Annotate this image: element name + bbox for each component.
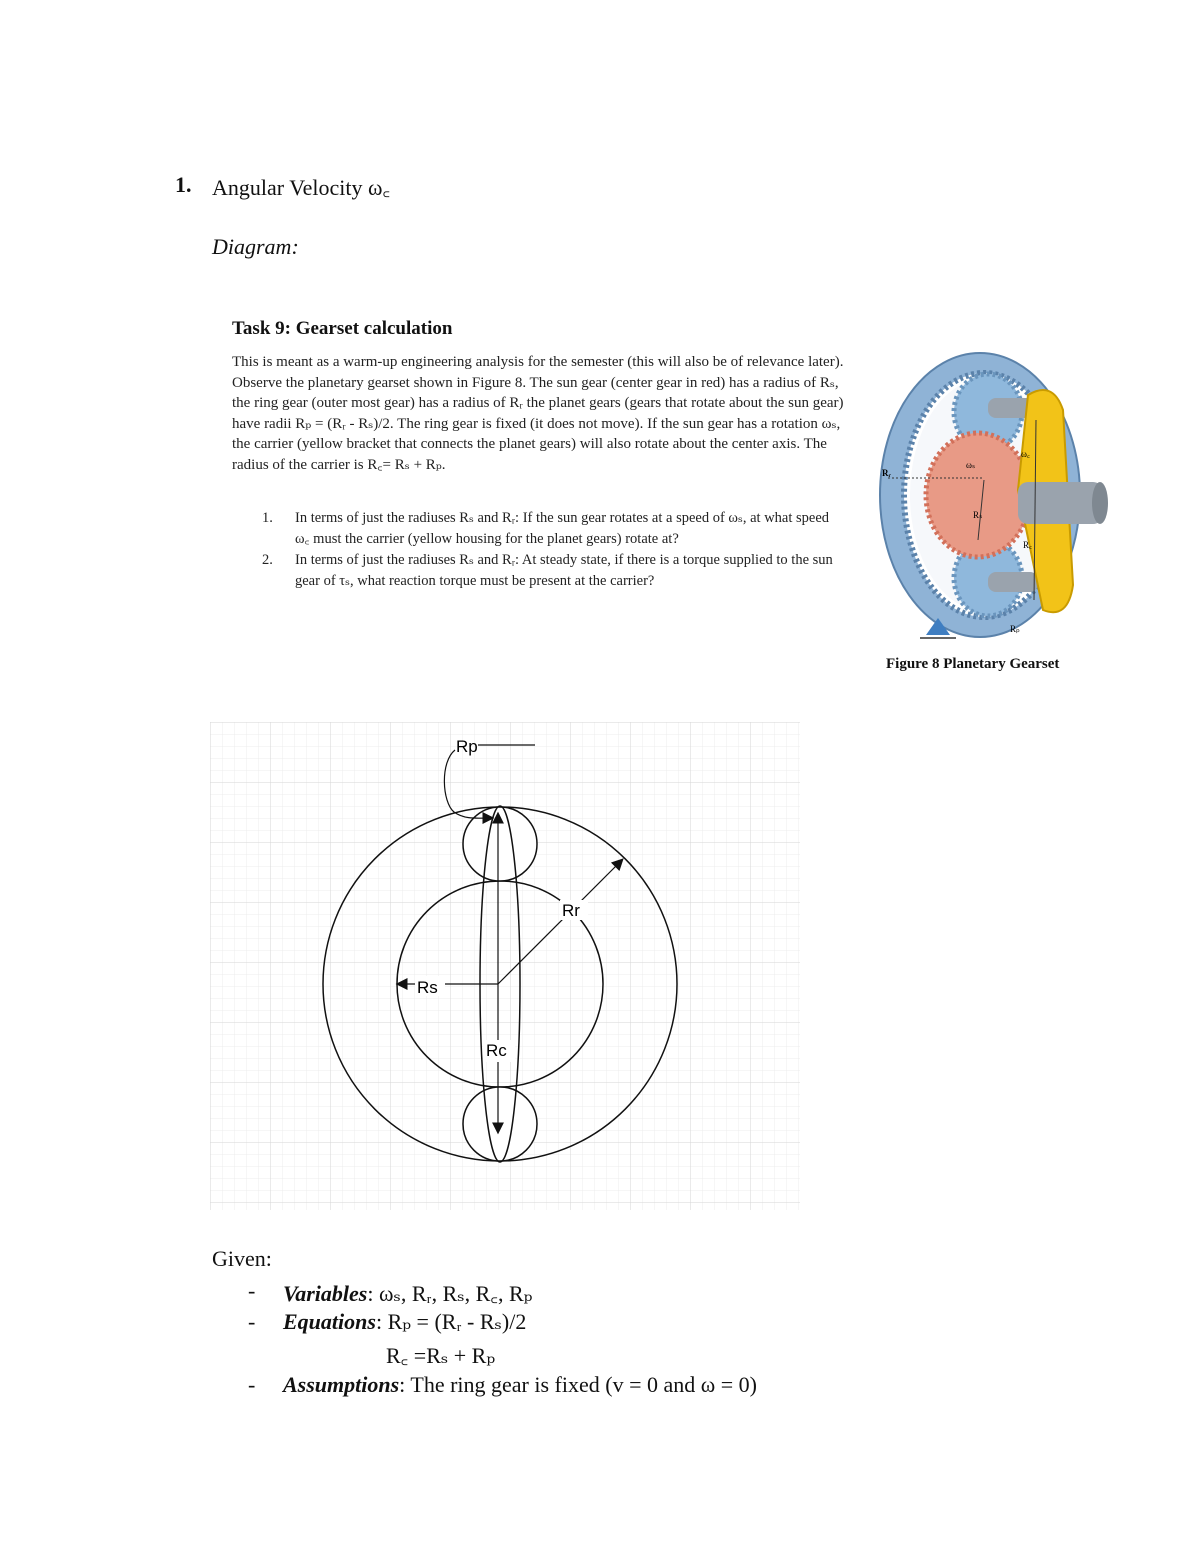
sketch-label-rs: Rs bbox=[417, 978, 438, 997]
task-paragraph: This is meant as a warm-up engineering analysis for the semester (this will also be of relevance later). Observe the planetary gearset shown in Figure 8. The sun gear (center gear in red) has a radius of Rₛ, the ring gear (outer most gear) has a radius of Rᵣ the planet gears (gears that rotate about the sun gear) have radii Rₚ = (Rᵣ - Rₛ)/2. The ring gear is fixed (it does not move). If the sun gear has a rotation ωₛ, the carrier (yellow bracket that connects the planet gears) will also rotate about the center axis. The radius of the carrier is R꜀= Rₛ + Rₚ. bbox=[232, 354, 844, 473]
bullet-dash: - bbox=[248, 1278, 256, 1303]
bullet-dash: - bbox=[248, 1372, 256, 1397]
task-list bbox=[262, 508, 847, 592]
variables-value: ωₛ, Rᵣ, Rₛ, R꜀, Rₚ bbox=[378, 1281, 533, 1306]
fig-label-wc: ω꜀ bbox=[1021, 449, 1031, 459]
fig-label-rs: Rₛ bbox=[973, 510, 983, 520]
diagram-label: Diagram: bbox=[212, 234, 299, 259]
equations-label: Equations bbox=[283, 1309, 376, 1334]
task-item-text: In terms of just the radiuses Rₛ and Rᵣ: If the sun gear rotates at a speed of ωₛ, at what speed ω꜀ must the carrier (yellow housing for the planet gears) rotate at? bbox=[295, 510, 830, 547]
equation-2: R꜀ =Rₛ + Rₚ bbox=[386, 1343, 496, 1368]
task-item-text: In terms of just the radiuses Rₛ and Rᵣ: At steady state, if there is a torque supplied to the sun gear of τₛ, what reaction torque must be present at the carrier? bbox=[295, 552, 833, 589]
given-variables: Variables: ωₛ, Rᵣ, Rₛ, R꜀, Rₚ bbox=[283, 1281, 533, 1306]
variables-label: Variables bbox=[283, 1281, 368, 1306]
fig-label-ws: ωₛ bbox=[966, 460, 976, 470]
bullet-dash: - bbox=[248, 1309, 256, 1334]
assumptions-value: The ring gear is fixed (v = 0 and ω = 0) bbox=[410, 1372, 757, 1397]
given-title: Given: bbox=[212, 1246, 272, 1271]
sketch-label-rp: Rp bbox=[456, 737, 478, 756]
task-title: Task 9: Gearset calculation bbox=[232, 318, 453, 339]
planet-circle-bottom bbox=[463, 1087, 537, 1161]
shaft-end bbox=[1092, 482, 1108, 524]
task-item bbox=[262, 508, 847, 549]
fig-label-rc: R꜀ bbox=[1023, 540, 1033, 550]
equation-1: Rₚ = (Rᵣ - Rₛ)/2 bbox=[387, 1309, 527, 1334]
gearset-sketch bbox=[210, 722, 800, 1210]
task-item bbox=[262, 550, 847, 591]
task-item-number: 1. bbox=[262, 510, 273, 526]
question-number: 1. bbox=[175, 172, 192, 197]
sketch-label-rr: Rr bbox=[562, 901, 580, 920]
task-item-number: 2. bbox=[262, 552, 273, 568]
planetary-gearset-figure bbox=[868, 340, 1118, 650]
sketch-label-rc: Rc bbox=[486, 1041, 507, 1060]
planet-pin-bottom bbox=[988, 572, 1038, 592]
question-title: Angular Velocity ω꜀ bbox=[212, 175, 391, 200]
output-shaft bbox=[1018, 482, 1103, 524]
fig-label-rr: Rᵣ bbox=[882, 468, 891, 478]
given-assumptions: Assumptions: The ring gear is fixed (v = 0 and ω = 0) bbox=[283, 1372, 757, 1397]
fig-label-rp: Rₚ bbox=[1010, 624, 1020, 634]
assumptions-label: Assumptions bbox=[283, 1372, 400, 1397]
figure-caption: Figure 8 Planetary Gearset bbox=[886, 656, 1060, 672]
given-equations: Equations: Rₚ = (Rᵣ - Rₛ)/2 bbox=[283, 1309, 527, 1334]
